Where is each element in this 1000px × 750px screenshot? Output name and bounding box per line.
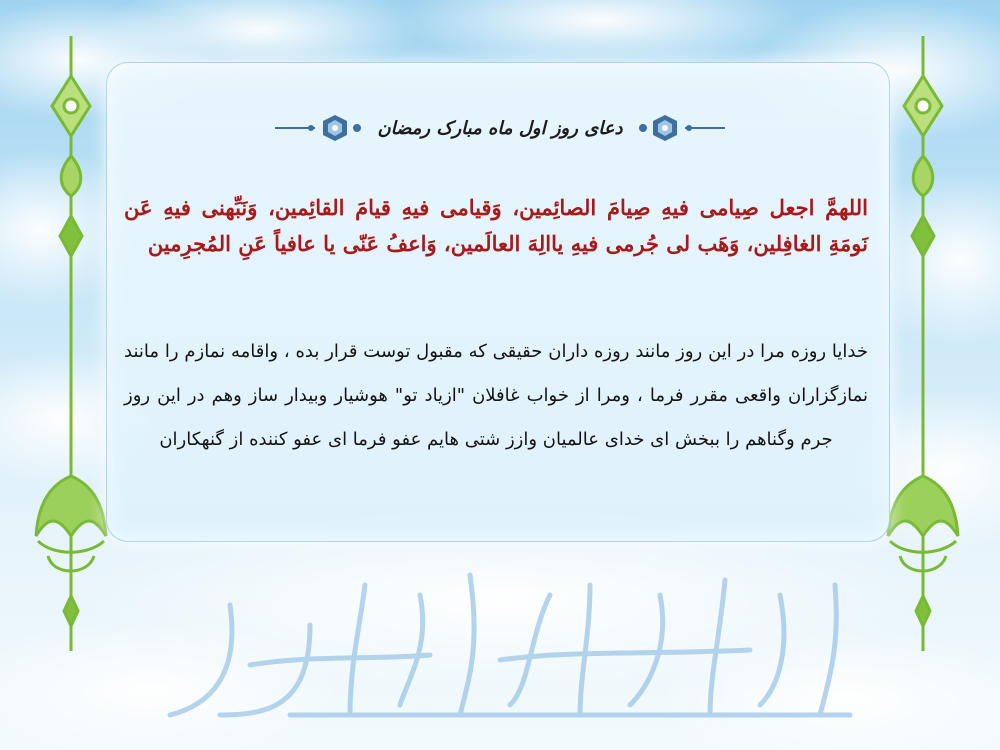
blue-rosette-icon (635, 113, 725, 143)
page-title: دعای روز اول ماه مبارک رمضان (377, 117, 623, 139)
dua-arabic-text: اللهمَّ اجعل صِیامی فیهِ صِیامَ الصائِمین، وَقیامی فیهِ قیامَ القائِمین، وَنَبِّهنی فیهِ عَن نَومَةِ الغافِلین، وَهَب لی جُرمی فیهِ یاالِهَ العالَمین، وَاعفُ عَنّی یا عافیاً عَنِ المُجرِمین (124, 195, 868, 256)
persian-translation-text: خدایا روزه مرا در این روز مانند روزه داران حقیقی که مقبول توست قرار بده ، واقامه نمازم را مانند نمازگزاران واقعی مقرر فرما ، ومرا از خواب غافلان "ازیاد تو" هوشیار وبیدار ساز وهم در این روز جرم وگناهم را ببخش ای خدای عالمیان وازز شتی هایم عفو فرما ای عفو کننده از گنهکاران (124, 341, 868, 450)
title-row (0, 108, 1000, 148)
blue-rosette-icon (275, 113, 365, 143)
background-calligraphy (150, 565, 870, 735)
